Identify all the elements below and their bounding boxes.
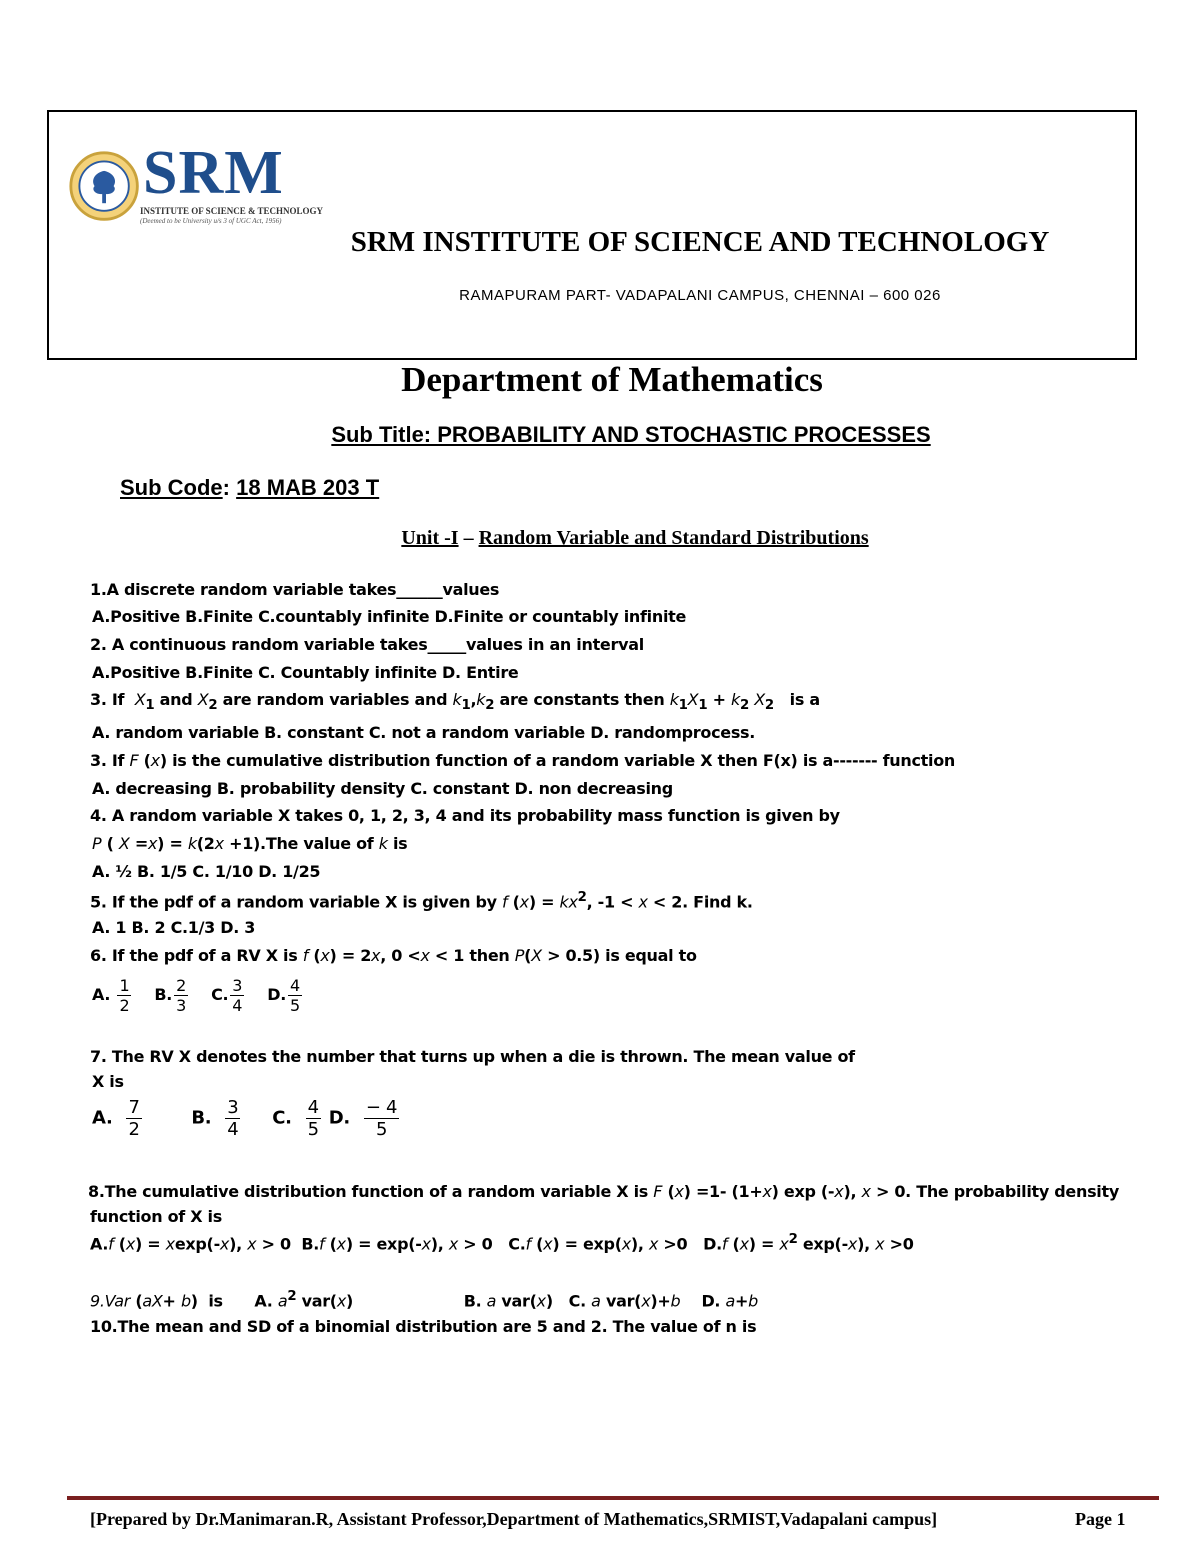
department-title: Department of Mathematics [401, 360, 823, 399]
unit-heading [0, 527, 1200, 550]
question-3b: 3. If F (x) is the cumulative distribution function of a random variable X then F(x) is a------- function [90, 751, 955, 770]
question-6: 6. If the pdf of a RV X is f (x) = 2x, 0 <x < 1 then P(X > 0.5) is equal to [90, 946, 697, 965]
question-4: 4. A random variable X takes 0, 1, 2, 3, 4 and its probability mass function is given by [90, 806, 840, 825]
question-8-cont: function of X is [90, 1207, 222, 1226]
question-9: 9.Var (aX+ b) is A. $a^2$ var(x) B. a var(x) C. a var(x)+b D. a+b [90, 1289, 758, 1311]
footer-divider [67, 1496, 1159, 1500]
question-3a: 3. If $X_1$ and $X_2$ are random variables and $k_1,k_2$ are constants then $k_1X_1 + k_2$ $X_2$ is a [90, 690, 820, 714]
unit-title: Random Variable and Standard Distributions [478, 527, 869, 549]
question-7-options: A. $\frac{7}{2}$ B. $\frac{3}{4}$ C. $\frac{4}{5}$ D. $\frac{- 4}{5}$ [92, 1097, 398, 1140]
question-3a-options: A. random variable B. constant C. not a random variable D. randomprocess. [92, 723, 756, 742]
question-2: 2. A continuous random variable takes_____values in an interval [90, 635, 644, 654]
question-5: 5. If the pdf of a random variable X is given by f $(x) = kx^2$, -1 < x < 2. Find k. [90, 890, 753, 912]
logo-text: SRM [143, 139, 284, 207]
subject-code-label: Sub Code [120, 475, 223, 500]
institute-address: RAMAPURAM PART- VADAPALANI CAMPUS, CHENNAI – 600 026 [459, 287, 941, 304]
question-8-options: A.f (x) = xexp(-x), x > 0 B.f (x) = exp(-x), x > 0 C.f (x) = exp(x), x >0 D.f $(x) = x^2$ exp(-x), x >0 [90, 1232, 914, 1254]
subject-code: Sub Code: 18 MAB 203 T [120, 475, 380, 500]
question-6-options: A. $\frac{1}{2}$ B. $\frac{2}{3}$ C. $\frac{3}{4}$ D. $\frac{4}{5}$ [92, 976, 300, 1015]
question-2-options: A.Positive B.Finite C. Countably infinite D. Entire [92, 663, 519, 682]
question-7-cont: X is [92, 1072, 124, 1091]
srm-logo-emblem-icon [68, 150, 144, 226]
logo-deemed-text: (Deemed to be University u/s 3 of UGC Act, 1956) [140, 217, 282, 225]
subject-code-value: 18 MAB 203 T [236, 475, 380, 500]
question-4-pmf: P ( X =x) = k(2x +1).The value of k is [92, 834, 408, 853]
page-number: Page 1 [1075, 1509, 1126, 1529]
logo-subtitle: INSTITUTE OF SCIENCE & TECHNOLOGY [140, 206, 324, 216]
question-3b-options: A. decreasing B. probability density C. constant D. non decreasing [92, 779, 673, 798]
question-1: 1.A discrete random variable takes______values [90, 580, 500, 599]
question-5-options: A. 1 B. 2 C.1/3 D. 3 [92, 918, 256, 937]
question-10: 10.The mean and SD of a binomial distribution are 5 and 2. The value of n is [90, 1317, 757, 1336]
question-7: 7. The RV X denotes the number that turns up when a die is thrown. The mean value of [90, 1047, 855, 1066]
unit-label: Unit -I [401, 527, 459, 549]
subject-title: Sub Title: PROBABILITY AND STOCHASTIC PROCESSES [331, 422, 931, 447]
question-4-options: A. ½ B. 1/5 C. 1/10 D. 1/25 [92, 862, 321, 881]
unit-dash: – [458, 527, 479, 549]
question-8: 8.The cumulative distribution function of a random variable X is F (x) =1- (1+x) exp (-x), x > 0. The probability density [88, 1182, 1119, 1201]
question-1-options: A.Positive B.Finite C.countably infinite D.Finite or countably infinite [92, 607, 687, 626]
institute-name: SRM INSTITUTE OF SCIENCE AND TECHNOLOGY [350, 226, 1050, 258]
footer-credit: [Prepared by Dr.Manimaran.R, Assistant Professor,Department of Mathematics,SRMIST,Vadapalani campus] [90, 1509, 938, 1529]
